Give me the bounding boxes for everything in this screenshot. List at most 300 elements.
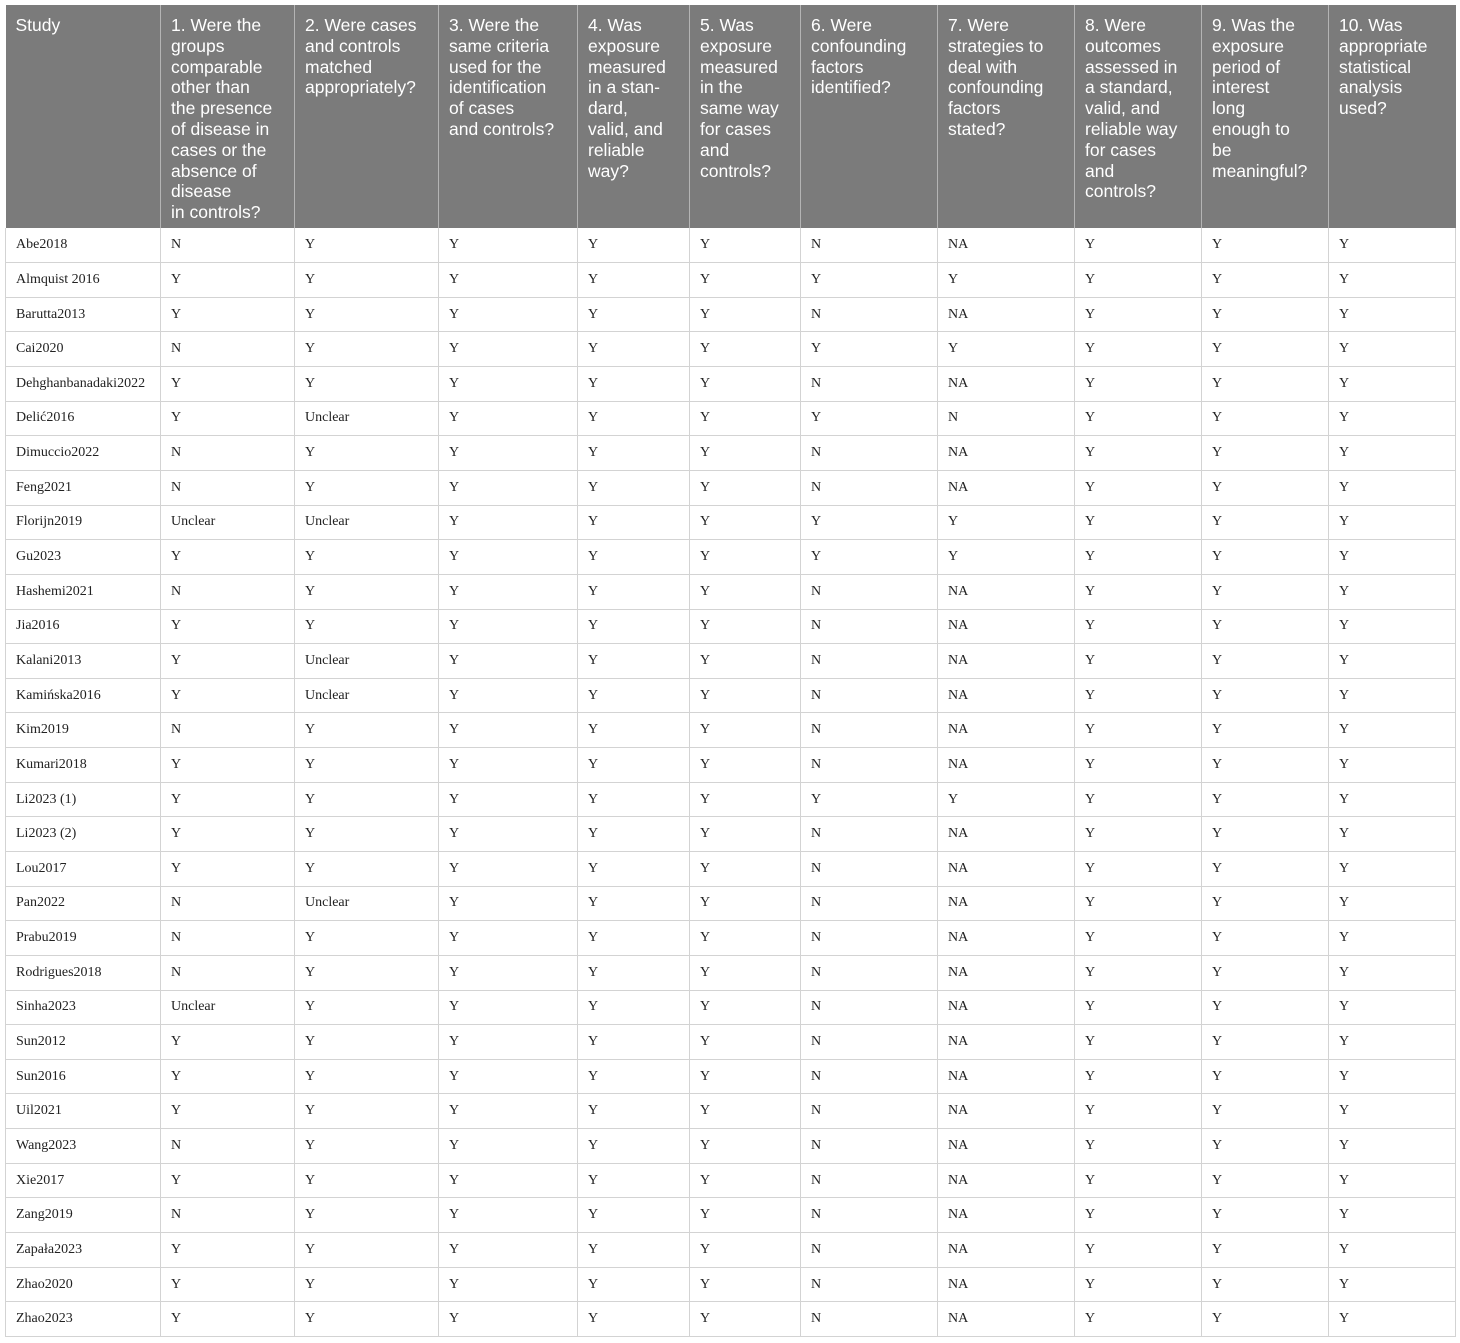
rating-cell: Y [295, 1163, 439, 1198]
header-line: meaningful? [1212, 160, 1308, 181]
rating-cell: Y [1329, 990, 1456, 1025]
rating-cell: Y [439, 297, 578, 332]
study-name-cell: Zhao2023 [6, 1302, 161, 1337]
rating-cell: Y [161, 1094, 295, 1129]
rating-cell: Y [690, 401, 801, 436]
column-header-q4 [578, 5, 690, 228]
rating-cell: Y [1202, 955, 1329, 990]
rating-cell: Y [161, 782, 295, 817]
study-name-cell: Li2023 (2) [6, 817, 161, 852]
rating-cell: NA [938, 1267, 1075, 1302]
rating-cell: Y [295, 574, 439, 609]
rating-cell: Y [295, 332, 439, 367]
header-line: long [1212, 98, 1246, 119]
rating-cell: NA [938, 955, 1075, 990]
rating-cell: Y [439, 332, 578, 367]
table-row [6, 1163, 1456, 1198]
header-line: in a stan- [588, 77, 660, 98]
study-name-cell: Sun2012 [6, 1025, 161, 1060]
rating-cell: Y [1329, 1267, 1456, 1302]
rating-cell: NA [938, 367, 1075, 402]
rating-cell: N [801, 1163, 938, 1198]
table-row [6, 367, 1456, 402]
header-line: controls? [1085, 181, 1157, 202]
rating-cell: N [801, 990, 938, 1025]
header-line: 8. Were [1085, 15, 1146, 35]
study-name-cell: Feng2021 [6, 470, 161, 505]
rating-cell: Y [439, 574, 578, 609]
rating-cell: Y [295, 990, 439, 1025]
rating-cell: Y [295, 609, 439, 644]
rating-cell: Y [690, 228, 801, 263]
rating-cell: Y [1075, 1233, 1202, 1268]
header-line: groups [171, 35, 225, 56]
column-header-q7 [938, 5, 1075, 228]
rating-cell: Y [578, 990, 690, 1025]
rating-cell: Y [295, 713, 439, 748]
rating-cell: Y [161, 1302, 295, 1337]
rating-cell: Y [295, 263, 439, 298]
rating-cell: Y [1202, 505, 1329, 540]
rating-cell: Y [578, 609, 690, 644]
rating-cell: Y [1075, 817, 1202, 852]
header-line: matched [305, 56, 373, 77]
header-line: assessed in [1085, 56, 1178, 77]
rating-cell: N [938, 401, 1075, 436]
rating-cell: Y [1075, 713, 1202, 748]
rating-cell: Unclear [295, 505, 439, 540]
rating-cell: N [801, 1025, 938, 1060]
header-line: confounding [811, 35, 907, 56]
rating-cell: Y [1202, 921, 1329, 956]
rating-cell: Y [578, 852, 690, 887]
rating-cell: Y [1202, 852, 1329, 887]
rating-cell: N [801, 609, 938, 644]
header-line: same criteria [449, 35, 550, 56]
column-header-q8 [1075, 5, 1202, 228]
rating-cell: Y [1329, 401, 1456, 436]
table-row [6, 817, 1456, 852]
rating-cell: Y [1202, 990, 1329, 1025]
rating-cell: Y [1075, 540, 1202, 575]
rating-cell: N [801, 297, 938, 332]
rating-cell: Y [439, 470, 578, 505]
rating-cell: Y [439, 1302, 578, 1337]
study-name-cell: Cai2020 [6, 332, 161, 367]
rating-cell: Y [578, 817, 690, 852]
rating-cell: Y [1202, 574, 1329, 609]
rating-cell: Y [1202, 540, 1329, 575]
column-header-q3 [439, 5, 578, 228]
rating-cell: Y [690, 574, 801, 609]
rating-cell: Y [1329, 886, 1456, 921]
header-line: in controls? [171, 202, 261, 223]
study-name-cell: Zang2019 [6, 1198, 161, 1233]
rating-cell: Y [1075, 297, 1202, 332]
table-row [6, 540, 1456, 575]
header-line: cases or the [171, 139, 267, 160]
rating-cell: Y [578, 1267, 690, 1302]
table-row [6, 1025, 1456, 1060]
rating-cell: N [161, 436, 295, 471]
rating-cell: Y [578, 297, 690, 332]
rating-cell: N [161, 955, 295, 990]
rating-cell: Y [1202, 367, 1329, 402]
rating-cell: Y [1329, 540, 1456, 575]
rating-cell: NA [938, 228, 1075, 263]
rating-cell: Y [578, 505, 690, 540]
rating-cell: Y [161, 1163, 295, 1198]
rating-cell: Y [1075, 1267, 1202, 1302]
rating-cell: Y [1202, 886, 1329, 921]
rating-cell: Y [161, 401, 295, 436]
table-row [6, 228, 1456, 263]
study-name-cell: Gu2023 [6, 540, 161, 575]
rating-cell: Y [690, 1059, 801, 1094]
rating-cell: Y [578, 332, 690, 367]
rating-cell: Y [1202, 782, 1329, 817]
rating-cell: Y [1075, 1094, 1202, 1129]
rating-cell: Y [161, 367, 295, 402]
rating-cell: Y [578, 470, 690, 505]
rating-cell: Y [690, 817, 801, 852]
column-header-q9 [1202, 5, 1329, 228]
rating-cell: N [801, 1302, 938, 1337]
table-body [6, 228, 1456, 1337]
column-header-study [6, 5, 161, 228]
rating-cell: Y [439, 540, 578, 575]
header-line: way? [588, 160, 629, 181]
rating-cell: NA [938, 609, 1075, 644]
rating-cell: Y [578, 955, 690, 990]
rating-cell: Y [295, 748, 439, 783]
rating-cell: N [801, 1094, 938, 1129]
rating-cell: N [801, 1267, 938, 1302]
header-line: 2. Were cases [305, 15, 417, 35]
rating-cell: Y [801, 782, 938, 817]
rating-cell: Y [1329, 1163, 1456, 1198]
rating-cell: Y [1202, 1094, 1329, 1129]
rating-cell: Y [578, 540, 690, 575]
rating-cell: NA [938, 990, 1075, 1025]
header-line: valid, and [588, 118, 663, 139]
rating-cell: N [801, 921, 938, 956]
rating-cell: Y [1329, 297, 1456, 332]
rating-cell: N [161, 1129, 295, 1164]
rating-cell: Y [295, 782, 439, 817]
rating-cell: Y [690, 297, 801, 332]
header-line: 4. Was [588, 15, 642, 35]
rating-cell: Y [578, 644, 690, 679]
table-row [6, 678, 1456, 713]
study-name-cell: Florijn2019 [6, 505, 161, 540]
table-row [6, 644, 1456, 679]
header-line: deal with [948, 56, 1018, 77]
rating-cell: Y [690, 1163, 801, 1198]
study-name-cell: Kalani2013 [6, 644, 161, 679]
rating-cell: Y [1075, 748, 1202, 783]
study-name-cell: Abe2018 [6, 228, 161, 263]
rating-cell: Y [1202, 678, 1329, 713]
study-name-cell: Almquist 2016 [6, 263, 161, 298]
rating-cell: N [801, 1198, 938, 1233]
rating-cell: Y [1329, 436, 1456, 471]
rating-cell: Y [1329, 367, 1456, 402]
rating-cell: Y [690, 886, 801, 921]
rating-cell: Y [690, 436, 801, 471]
rating-cell: Y [1329, 609, 1456, 644]
rating-cell: Y [1329, 713, 1456, 748]
rating-cell: Y [439, 678, 578, 713]
rating-cell: NA [938, 297, 1075, 332]
rating-cell: N [801, 367, 938, 402]
rating-cell: Y [439, 263, 578, 298]
rating-cell: Y [1075, 921, 1202, 956]
table-row [6, 1233, 1456, 1268]
header-line: appropriate [1339, 35, 1428, 56]
rating-cell: Y [1202, 1059, 1329, 1094]
header-line: 1. Were the [171, 15, 262, 35]
rating-cell: Y [1075, 782, 1202, 817]
rating-cell: Y [1075, 505, 1202, 540]
rating-cell: Y [801, 505, 938, 540]
header-line: Study [15, 15, 61, 35]
header-line: 10. Was [1339, 15, 1403, 35]
rating-cell: Y [1075, 852, 1202, 887]
header-line: dard, [588, 98, 628, 119]
study-name-cell: Xie2017 [6, 1163, 161, 1198]
rating-cell: NA [938, 470, 1075, 505]
rating-cell: Unclear [161, 505, 295, 540]
rating-cell: Unclear [161, 990, 295, 1025]
rating-cell: Y [161, 609, 295, 644]
rating-cell: NA [938, 748, 1075, 783]
rating-cell: Y [938, 782, 1075, 817]
header-line: reliable [588, 139, 645, 160]
header-line: used? [1339, 98, 1387, 119]
rating-cell: Y [1075, 678, 1202, 713]
rating-cell: N [801, 470, 938, 505]
rating-cell: NA [938, 886, 1075, 921]
header-line: in the [700, 77, 743, 98]
table-row [6, 574, 1456, 609]
rating-cell: Y [1075, 470, 1202, 505]
header-line: 5. Was [700, 15, 754, 35]
rating-cell: Y [1329, 817, 1456, 852]
header-line: period of [1212, 56, 1281, 77]
rating-cell: Y [1202, 332, 1329, 367]
column-header-q2 [295, 5, 439, 228]
rating-cell: Y [1075, 1025, 1202, 1060]
table-row [6, 401, 1456, 436]
rating-cell: Y [1202, 401, 1329, 436]
table-row [6, 1267, 1456, 1302]
table-row [6, 297, 1456, 332]
rating-cell: Y [690, 1267, 801, 1302]
rating-cell: Y [690, 505, 801, 540]
rating-cell: Y [1075, 367, 1202, 402]
rating-cell: Y [1075, 332, 1202, 367]
rating-cell: Y [1329, 748, 1456, 783]
rating-cell: Y [690, 1233, 801, 1268]
column-header-q5 [690, 5, 801, 228]
header-line: the presence [171, 98, 273, 119]
rating-cell: Y [161, 1025, 295, 1060]
rating-cell: N [801, 713, 938, 748]
rating-cell: Y [938, 505, 1075, 540]
rating-cell: Y [1202, 1129, 1329, 1164]
rating-cell: Y [1075, 1059, 1202, 1094]
column-header-q6 [801, 5, 938, 228]
header-line: for cases [1085, 139, 1156, 160]
rating-cell: Y [439, 1267, 578, 1302]
header-line: factors [811, 56, 864, 77]
rating-cell: Y [1329, 1129, 1456, 1164]
header-line: disease [171, 181, 232, 202]
header-line: identification [449, 77, 547, 98]
study-name-cell: Delić2016 [6, 401, 161, 436]
rating-cell: Y [1202, 1198, 1329, 1233]
rating-cell: Y [801, 540, 938, 575]
study-name-cell: Prabu2019 [6, 921, 161, 956]
rating-cell: Y [578, 401, 690, 436]
header-line: for cases [700, 118, 771, 139]
rating-cell: Y [690, 713, 801, 748]
header-line: 9. Was the [1212, 15, 1295, 35]
rating-cell: Y [1202, 1163, 1329, 1198]
rating-cell: Y [690, 1198, 801, 1233]
rating-cell: Y [1075, 1302, 1202, 1337]
table-row [6, 1094, 1456, 1129]
rating-cell: Y [1329, 1302, 1456, 1337]
rating-cell: Y [295, 540, 439, 575]
study-name-cell: Hashemi2021 [6, 574, 161, 609]
rating-cell: Y [578, 1163, 690, 1198]
rating-cell: Y [295, 297, 439, 332]
rating-cell: Y [690, 955, 801, 990]
study-name-cell: Jia2016 [6, 609, 161, 644]
header-row [6, 5, 1456, 228]
table-row [6, 609, 1456, 644]
rating-cell: Y [690, 332, 801, 367]
rating-cell: Unclear [295, 886, 439, 921]
rating-cell: NA [938, 678, 1075, 713]
table-row [6, 470, 1456, 505]
table-row [6, 1198, 1456, 1233]
rating-cell: NA [938, 1094, 1075, 1129]
rating-cell: Y [1329, 782, 1456, 817]
rating-cell: Y [1329, 574, 1456, 609]
rating-cell: NA [938, 574, 1075, 609]
rating-cell: Y [578, 1302, 690, 1337]
header-line: interest [1212, 77, 1270, 98]
rating-cell: NA [938, 436, 1075, 471]
column-header-q10 [1329, 5, 1456, 228]
rating-cell: Y [578, 1059, 690, 1094]
quality-assessment-table [5, 5, 1456, 1337]
rating-cell: N [161, 886, 295, 921]
header-line: appropriately? [305, 77, 416, 98]
rating-cell: Y [1329, 852, 1456, 887]
rating-cell: Y [1202, 1025, 1329, 1060]
rating-cell: Y [295, 955, 439, 990]
rating-cell: Y [439, 1233, 578, 1268]
rating-cell: Y [1202, 609, 1329, 644]
table-row [6, 955, 1456, 990]
rating-cell: Y [161, 852, 295, 887]
rating-cell: Y [1075, 644, 1202, 679]
rating-cell: Y [1075, 886, 1202, 921]
rating-cell: Y [295, 1059, 439, 1094]
rating-cell: Y [161, 1267, 295, 1302]
rating-cell: NA [938, 1233, 1075, 1268]
rating-cell: Y [439, 782, 578, 817]
rating-cell: Y [295, 1198, 439, 1233]
rating-cell: Y [578, 263, 690, 298]
header-line: exposure [700, 35, 772, 56]
rating-cell: Y [690, 1094, 801, 1129]
rating-cell: N [801, 748, 938, 783]
rating-cell: Y [1075, 955, 1202, 990]
header-line: identified? [811, 77, 891, 98]
rating-cell: Y [161, 748, 295, 783]
rating-cell: Y [578, 1025, 690, 1060]
header-line: and [700, 139, 730, 160]
rating-cell: Y [690, 609, 801, 644]
rating-cell: Y [439, 713, 578, 748]
rating-cell: Y [1329, 1094, 1456, 1129]
rating-cell: Y [295, 1267, 439, 1302]
rating-cell: Y [1329, 470, 1456, 505]
header-line: and [1085, 160, 1115, 181]
header-line: measured [700, 56, 778, 77]
table-row [6, 713, 1456, 748]
table-row [6, 332, 1456, 367]
rating-cell: Y [1329, 921, 1456, 956]
rating-cell: Y [439, 228, 578, 263]
rating-cell: Y [1202, 713, 1329, 748]
study-name-cell: Uil2021 [6, 1094, 161, 1129]
table-row [6, 1059, 1456, 1094]
rating-cell: Y [690, 644, 801, 679]
rating-cell: Y [1329, 1059, 1456, 1094]
rating-cell: Y [1329, 1198, 1456, 1233]
rating-cell: Y [690, 852, 801, 887]
study-name-cell: Kumari2018 [6, 748, 161, 783]
header-line: confounding [948, 77, 1044, 98]
header-line: outcomes [1085, 35, 1161, 56]
rating-cell: NA [938, 1129, 1075, 1164]
rating-cell: Y [439, 921, 578, 956]
header-line: a standard, [1085, 77, 1173, 98]
rating-cell: Y [690, 540, 801, 575]
rating-cell: Y [801, 401, 938, 436]
rating-cell: Y [161, 540, 295, 575]
rating-cell: Y [578, 367, 690, 402]
rating-cell: N [801, 678, 938, 713]
rating-cell: Y [1202, 263, 1329, 298]
rating-cell: N [801, 955, 938, 990]
header-line: controls? [700, 160, 772, 181]
rating-cell: Unclear [295, 644, 439, 679]
header-line: measured [588, 56, 666, 77]
rating-cell: Y [295, 1094, 439, 1129]
rating-cell: Y [439, 886, 578, 921]
rating-cell: N [801, 228, 938, 263]
rating-cell: Y [1329, 1233, 1456, 1268]
rating-cell: N [161, 228, 295, 263]
rating-cell: Y [439, 1059, 578, 1094]
